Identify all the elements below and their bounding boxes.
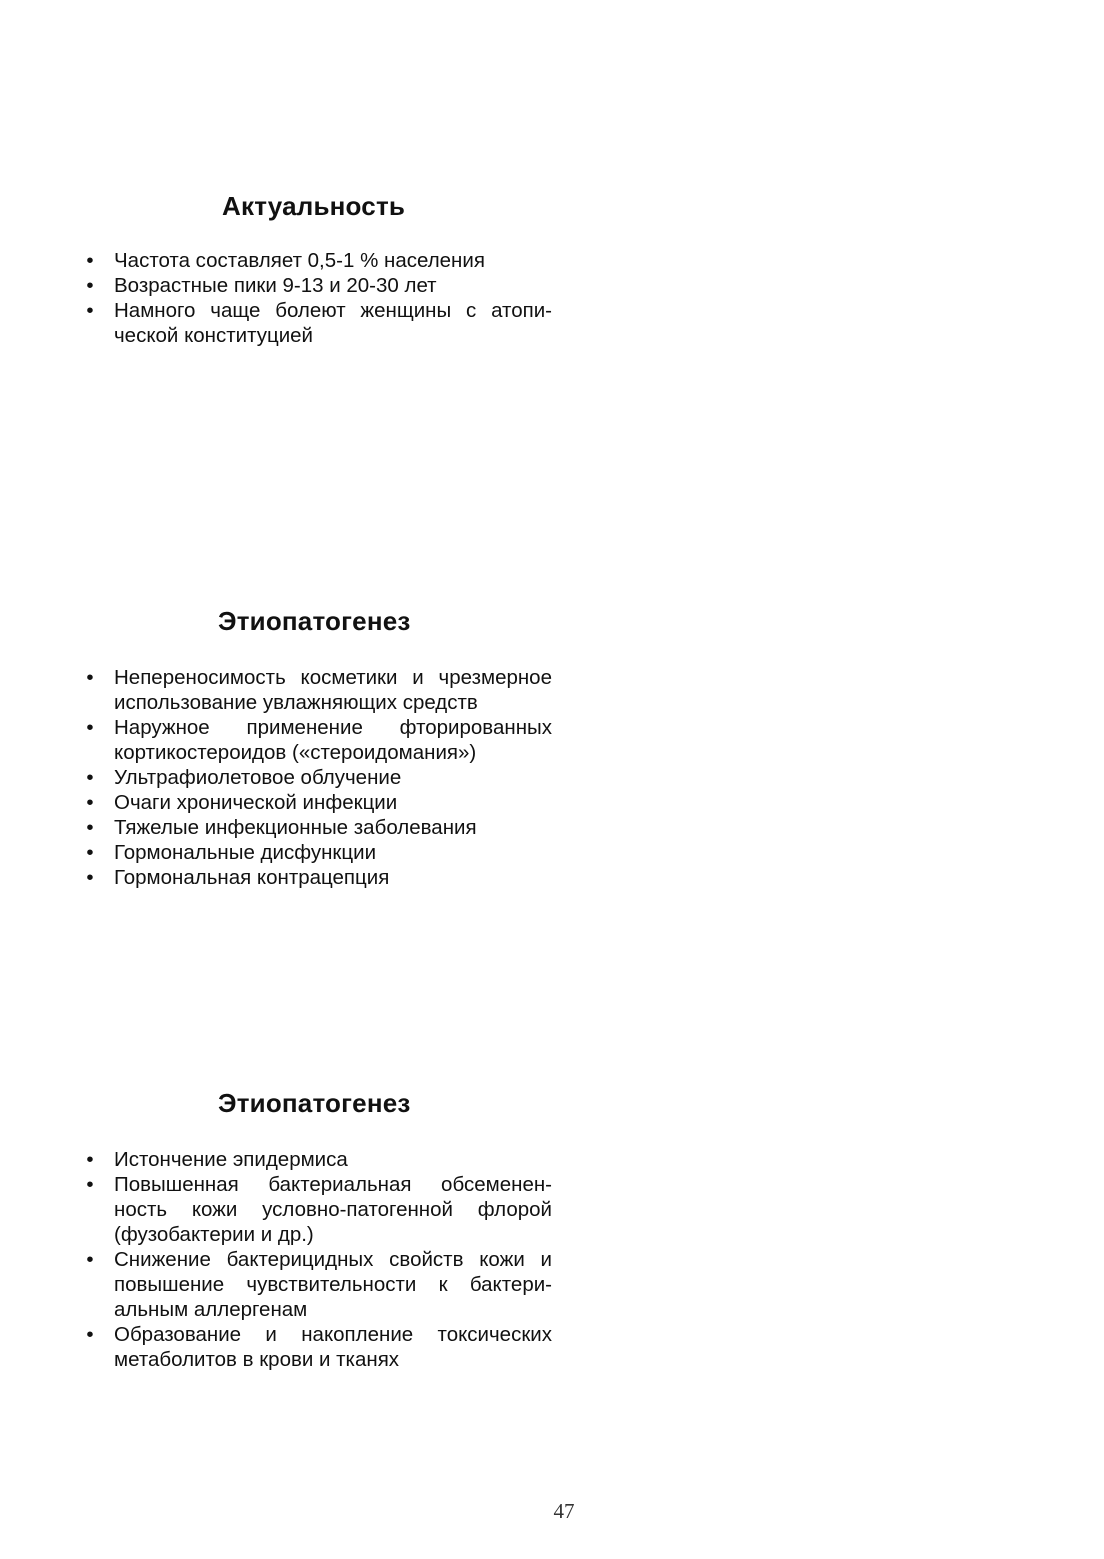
list-item-text: Снижение бактерицидных свойств кожи и повышение чувствительности к бактери-альным аллергенам — [114, 1248, 552, 1321]
list-item-text: Очаги хронической инфекции — [114, 791, 398, 814]
list-item — [80, 1147, 552, 1172]
list-item-text: Непереносимость косметики и чрезмерное использование увлажняющих средств — [114, 666, 552, 714]
list-item-text: Наружное применение фторированных кортикостероидов («стероидомания») — [114, 716, 552, 764]
list-item — [80, 715, 552, 765]
bullet-icon: • — [86, 841, 94, 864]
list-item-text: Образование и накопление токсических метаболитов в крови и тканях — [114, 1323, 552, 1371]
bullet-icon: • — [86, 866, 94, 889]
section-relevance — [80, 191, 552, 348]
list-item-text: Повышенная бактериальная обсеменен-ность кожи условно-патогенной флорой (фузобактерии и др.) — [114, 1173, 552, 1246]
section-heading: Этиопатогенез — [218, 1088, 411, 1118]
bullet-icon: • — [86, 249, 94, 272]
bullet-icon: • — [86, 1148, 94, 1171]
list-item-text: Тяжелые инфекционные заболевания — [114, 816, 477, 839]
section-etiopathogenesis-1 — [80, 606, 552, 890]
list-item — [80, 815, 552, 840]
bullet-icon: • — [86, 1173, 94, 1196]
list-item — [80, 273, 552, 298]
list-item — [80, 765, 552, 790]
section-heading: Этиопатогенез — [218, 606, 411, 636]
list-item — [80, 298, 552, 348]
list-item — [80, 248, 552, 273]
list-item — [80, 665, 552, 715]
section-etiopathogenesis-2 — [80, 1088, 552, 1372]
bullet-icon: • — [86, 1323, 94, 1346]
list-item-text: Ультрафиолетовое облучение — [114, 766, 402, 789]
bullet-icon: • — [86, 666, 94, 689]
list-item-text: Гормональная контрацепция — [114, 866, 390, 889]
list-item — [80, 790, 552, 815]
list-item-text: Возрастные пики 9-13 и 20-30 лет — [114, 274, 437, 297]
bullet-list — [80, 1147, 552, 1372]
list-item-text: Истончение эпидермиса — [114, 1148, 348, 1171]
section-heading: Актуальность — [222, 191, 406, 221]
bullet-icon: • — [86, 816, 94, 839]
bullet-list — [80, 665, 552, 890]
list-item — [80, 1172, 552, 1247]
list-item-text: Гормональные дисфункции — [114, 841, 377, 864]
list-item — [80, 1247, 552, 1322]
bullet-icon: • — [86, 1248, 94, 1271]
bullet-icon: • — [86, 766, 94, 789]
bullet-icon: • — [86, 299, 94, 322]
list-item — [80, 865, 552, 890]
bullet-icon: • — [86, 791, 94, 814]
bullet-icon: • — [86, 716, 94, 739]
page-number: 47 — [553, 1499, 575, 1523]
list-item-text: Частота составляет 0,5-1 % населения — [114, 249, 485, 272]
bullet-icon: • — [86, 274, 94, 297]
bullet-list — [80, 248, 552, 348]
list-item — [80, 1322, 552, 1372]
list-item — [80, 840, 552, 865]
list-item-text: Намного чаще болеют женщины с атопи-ческой конституцией — [114, 299, 552, 347]
